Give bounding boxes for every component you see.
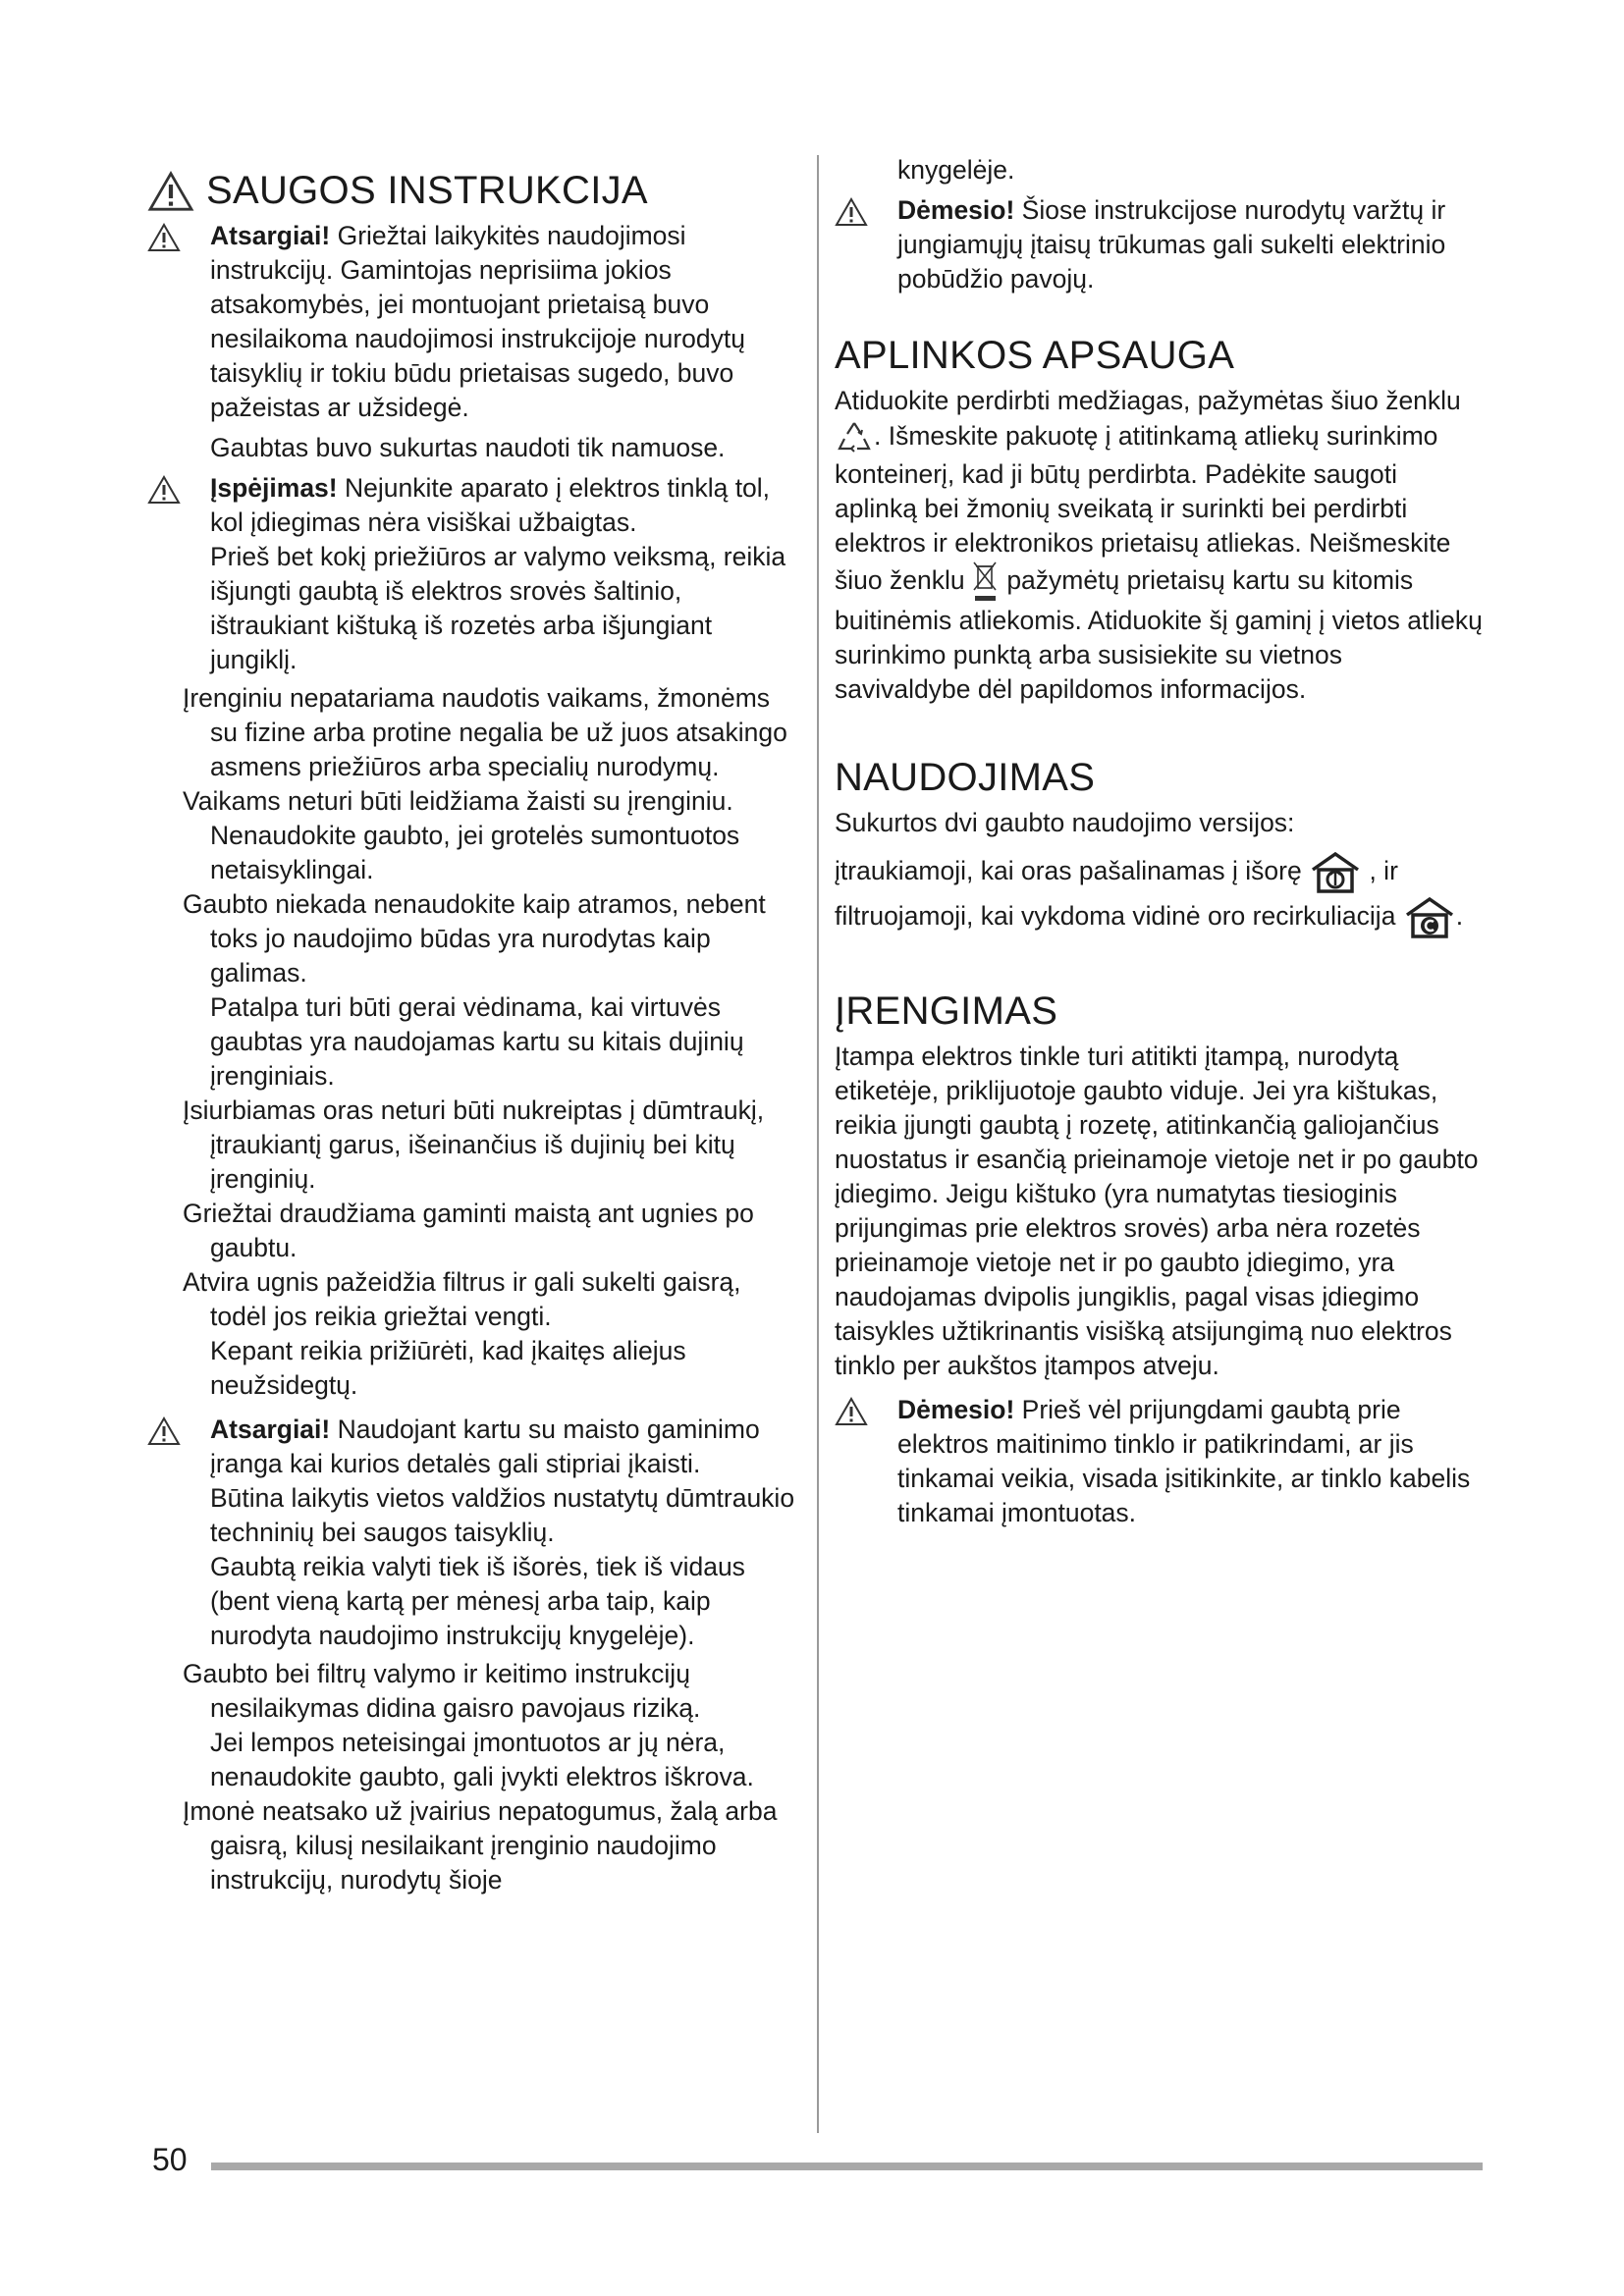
warning-label: Dėmesio! — [897, 1395, 1015, 1424]
installation-section — [835, 989, 1483, 1530]
usage-text-part: , ir filtruojamoji, kai vykdoma vidinė oro recirkuliacija — [835, 856, 1403, 931]
paragraph: Gaubto bei filtrų valymo ir keitimo instrukcijų nesilaikymas didina gaisro pavojaus riziką. — [183, 1659, 701, 1723]
warning-text: Griežtai laikykitės naudojimosi instrukcijų. Gamintojas neprisiima jokios atsakomybės, jei montuojant prietaisą buvo nesilaikoma naudojimosi instrukcijoje nurodytų taisyklių ir tokiu būdu prietaisas sugedo, buvo pažeistas ar užsidegė. — [210, 221, 745, 422]
paragraph: Griežtai draudžiama gaminti maistą ant ugnies po gaubtu. — [183, 1199, 754, 1262]
warning-triangle-icon — [835, 1397, 868, 1426]
paragraph: Įmonė neatsako už įvairius nepatogumus, žalą arba gaisrą, kilusį nesilaikant įrenginio naudojimo instrukcijų, nurodytų šioje — [183, 1796, 778, 1895]
paragraph-sub: Patalpa turi būti gerai vėdinama, kai virtuvės gaubtas yra naudojamas kartu su kitais dujinių įrenginiais. — [210, 992, 744, 1091]
extraction-mode-icon — [1309, 850, 1362, 895]
warning-triangle-icon — [147, 475, 181, 505]
warning-block — [835, 193, 1483, 296]
warning-block — [147, 1413, 795, 1653]
safety-title: SAUGOS INSTRUKCIJA — [206, 169, 648, 212]
paragraph-sub: Jei lempos neteisingai įmontuotos ar jų nėra, nenaudokite gaubto, gali įvykti elektros iškrova. — [210, 1728, 754, 1791]
environment-section — [835, 334, 1483, 707]
paragraph: Atvira ugnis pažeidžia filtrus ir gali sukelti gaisrą, todėl jos reikia griežtai vengti. — [183, 1267, 741, 1331]
environment-text-part: pažymėtų prietaisų kartu su kitomis buitinėmis atliekomis. Atiduokite šį gaminį į vietos atliekų surinkimo punktą arba susisiekite su vietnos savivaldybe dėl papildomos informacijos. — [835, 565, 1483, 704]
paragraph: Įrenginiu nepatariama naudotis vaikams, žmonėms su fizine arba protine negalia be už juos atsakingo asmens priežiūros arba specialių nurodymų. — [183, 683, 787, 781]
page-number: 50 — [152, 2142, 188, 2177]
recycle-icon — [835, 418, 874, 457]
warning-text: Nejunkite aparato į elektros tinklą tol, kol įdiegimas nėra visiškai užbaigtas. — [210, 473, 771, 537]
continued-text: knygelėje. — [897, 155, 1015, 185]
usage-section — [835, 756, 1483, 940]
warning-text: Naudojant kartu su maisto gaminimo įranga kai kurios detalės gali stipriai įkaisti. — [210, 1415, 760, 1478]
environment-text-part: . Išmeskite pakuotę į atitinkamą atliekų surinkimo konteinerį, kad ji būtų perdirbta. Padėkite saugoti aplinką bei žmonių sveikatą ir surinkti bei perdirbti elektros ir elektronikos prietaisų atliekas. Neišmeskite šiuo ženklu — [835, 421, 1451, 595]
paragraph: Vaikams neturi būti leidžiama žaisti su įrenginiu. Nenaudokite gaubto, jei grotelės sumontuotos netaisyklingai. — [183, 786, 740, 884]
warning-label: Dėmesio! — [897, 195, 1015, 225]
warning-triangle-icon — [147, 171, 194, 212]
usage-title: NAUDOJIMAS — [835, 756, 1096, 799]
safety-heading — [147, 169, 795, 213]
warning-label: Atsargiai! — [210, 221, 331, 250]
warning-triangle-icon — [147, 223, 181, 252]
warning-subtext: Būtina laikytis vietos valdžios nustatytų dūmtraukio techninių bei saugos taisyklių. — [210, 1483, 795, 1547]
left-column — [147, 147, 795, 1897]
usage-text: Sukurtos dvi gaubto naudojimo versijos: — [835, 808, 1295, 837]
warning-label: Atsargiai! — [210, 1415, 331, 1444]
usage-text — [835, 850, 1483, 940]
right-column — [835, 153, 1483, 1570]
warning-block — [835, 1393, 1483, 1530]
installation-title: ĮRENGIMAS — [835, 989, 1058, 1033]
warning-text: Prieš vėl prijungdami gaubtą prie elektros maitinimo tinklo ir patikrindami, ar jis tinkamai veikia, visada įsitikinkite, ar tinklo kabelis tinkamai įmontuotas. — [897, 1395, 1471, 1527]
warning-subtext: Gaubtas buvo sukurtas naudoti tik namuose. — [210, 433, 726, 462]
warning-text: Šiose instrukcijose nurodytų varžtų ir jungiamųjų įtaisų trūkumas gali sukelti elektrinio pobūdžio pavojų. — [897, 195, 1446, 294]
environment-text-part: Atiduokite perdirbti medžiagas, pažymėtas šiuo ženklu — [835, 386, 1461, 415]
warning-block — [147, 219, 795, 465]
environment-text — [835, 384, 1483, 707]
paragraph: Gaubto niekada nenaudokite kaip atramos, nebent toks jo naudojimo būdas yra nurodytas kaip galimas. — [183, 889, 766, 988]
warning-subtext: Gaubtą reikia valyti tiek iš išorės, tiek iš vidaus (bent vieną kartą per mėnesį arba taip, kaip nurodyta naudojimo instrukcijų knygelėje). — [210, 1552, 745, 1650]
column-divider — [817, 155, 819, 2133]
warning-subtext: Prieš bet kokį priežiūros ar valymo veiksmą, reikia išjungti gaubtą iš elektros srovės šaltinio, ištraukiant kištuką iš rozetės arba išjungiant jungiklį. — [210, 542, 786, 674]
warning-label: Įspėjimas! — [210, 473, 338, 503]
recirculation-mode-icon — [1403, 895, 1456, 940]
usage-text-part: . — [1455, 901, 1464, 931]
warning-block — [147, 471, 795, 677]
crossed-bin-icon — [972, 561, 1000, 604]
paragraph-sub: Kepant reikia prižiūrėti, kad įkaitęs aliejus neužsidegtų. — [210, 1336, 686, 1400]
installation-text: Įtampa elektros tinkle turi atitikti įtampą, nurodytą etiketėje, priklijuotoje gaubto viduje. Jei yra kištukas, reikia įjungti gaubtą į rozetę, atitinkančią galiojančius nuostatus ir esančią prieinamoje vietoje net ir po gaubto įdiegimo. Jeigu kištuko (yra numatytas tiesioginis prijungimas prie elektros srovės) arba nėra rozetės prieinamoje vietoje net ir po gaubto įdiegimo, yra naudojamas dvipolis jungiklis, pagal visas įdiegimo taisykles užtikrinantis visišką atsijungimą nuo elektros tinklo per aukštos įtampos atveju. — [835, 1041, 1479, 1380]
footer-bar — [211, 2163, 1483, 2170]
environment-title: APLINKOS APSAUGA — [835, 334, 1235, 377]
warning-triangle-icon — [147, 1416, 181, 1446]
paragraph: Įsiurbiamas oras neturi būti nukreiptas į dūmtraukį, įtraukiantį garus, išeinančius iš dujinių bei kitų įrenginių. — [183, 1095, 765, 1194]
warning-triangle-icon — [835, 197, 868, 227]
usage-text-part: įtraukiamoji, kai oras pašalinamas į išorę — [835, 856, 1310, 885]
